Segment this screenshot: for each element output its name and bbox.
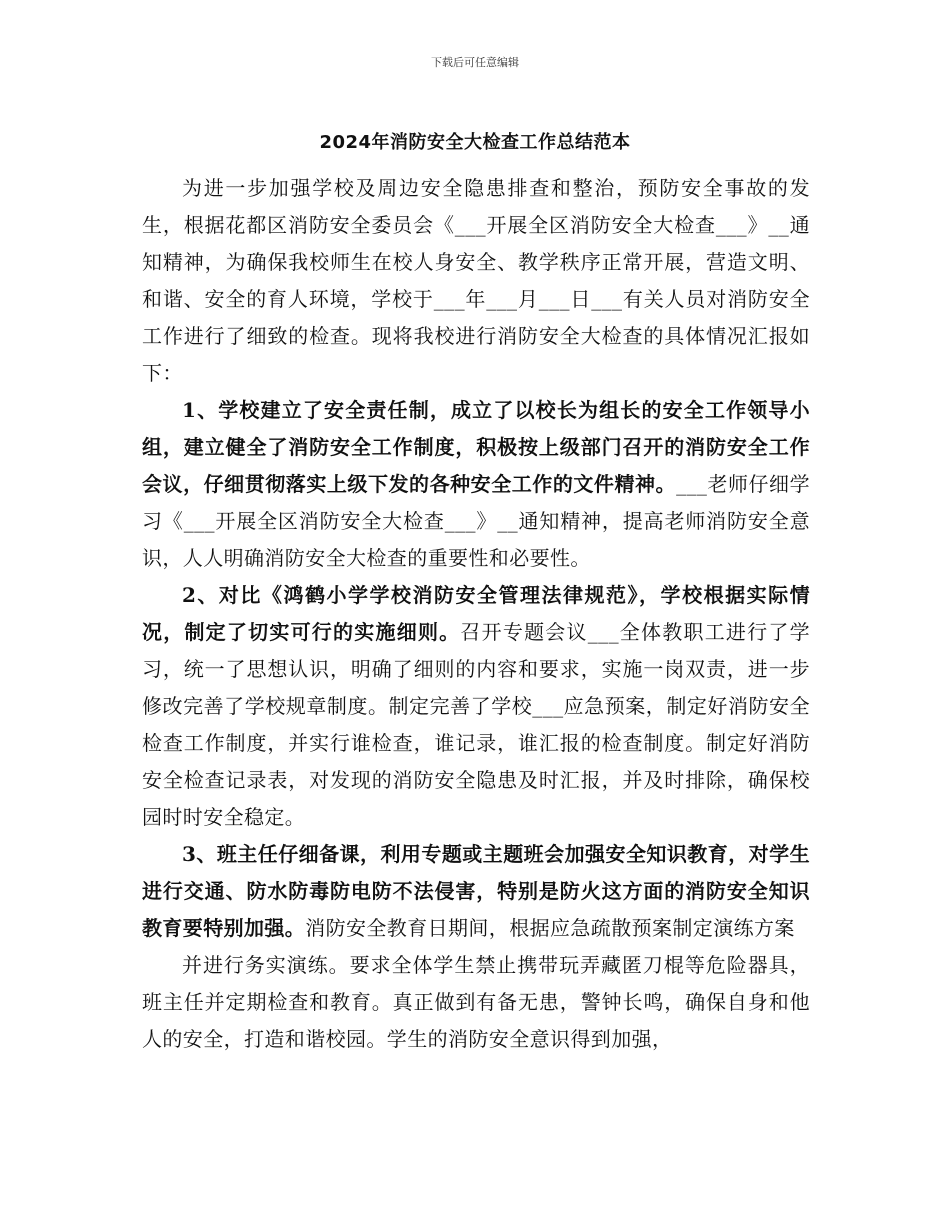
paragraph-text: 并进行务实演练。要求全体学生禁止携带玩弄藏匿刀棍等危险器具，班主任并定期检查和教育。真正做到有备无患，警钟长鸣，确保自身和他人的安全，打造和谐校园。学生的消防安全意识得到加强， bbox=[142, 953, 810, 1051]
document-title: 2024年消防安全大检查工作总结范本 bbox=[319, 132, 631, 153]
paragraph-continued bbox=[142, 947, 810, 1058]
paragraph-bold-text: 2、对比《鸿鹤小学学校消防安全管理法律规范》，学校根据实际情况，制定了切实可行的实施细则。 bbox=[142, 583, 810, 644]
document-body bbox=[142, 170, 810, 1058]
paragraph-item-1 bbox=[142, 392, 810, 577]
paragraph-bold-text: 1、学校建立了安全责任制，成立了以校长为组长的安全工作领导小组，建立健全了消防安全工作制度，积极按上级部门召开的消防安全工作会议，仔细贯彻落实上级下发的各种安全工作的文件精神。 bbox=[142, 398, 810, 496]
header-note: 下载后可任意编辑 bbox=[431, 56, 519, 69]
paragraph-text: ___老师仔细学习《___开展全区消防安全大检查___》__通知精神，提高老师消防安全意识，人人明确消防安全大检查的重要性和必要性。 bbox=[142, 472, 811, 570]
paragraph-bold-text: 3、班主任仔细备课，利用专题或主题班会加强安全知识教育，对学生进行交通、防水防毒防电防不法侵害，特别是防火这方面的消防安全知识教育要特别加强。 bbox=[142, 842, 810, 940]
paragraph-text: 消防安全教育日期间，根据应急疏散预案制定演练方案 bbox=[305, 916, 795, 940]
paragraph-item-3 bbox=[142, 836, 810, 947]
paragraph-text: 为进一步加强学校及周边安全隐患排查和整治，预防安全事故的发生，根据花都区消防安全委员会《___开展全区消防安全大检查___》__通知精神，为确保我校师生在校人身安全、教学秩序正常开展，营造文明、和谐、安全的育人环境，学校于___年___月___日___有关人员对消防安全工作进行了细致的检查。现将我校进行消防安全大检查的具体情况汇报如下： bbox=[142, 176, 810, 385]
paragraph-item-2 bbox=[142, 577, 810, 836]
paragraph-intro bbox=[142, 170, 810, 392]
paragraph-text: 召开专题会议___全体教职工进行了学习，统一了思想认识，明确了细则的内容和要求，实施一岗双责，进一步修改完善了学校规章制度。制定完善了学校___应急预案，制定好消防安全检查工作制度，并实行谁检查，谁记录，谁汇报的检查制度。制定好消防安全检查记录表，对发现的消防安全隐患及时汇报，并及时排除，确保校园时时安全稳定。 bbox=[142, 620, 811, 829]
